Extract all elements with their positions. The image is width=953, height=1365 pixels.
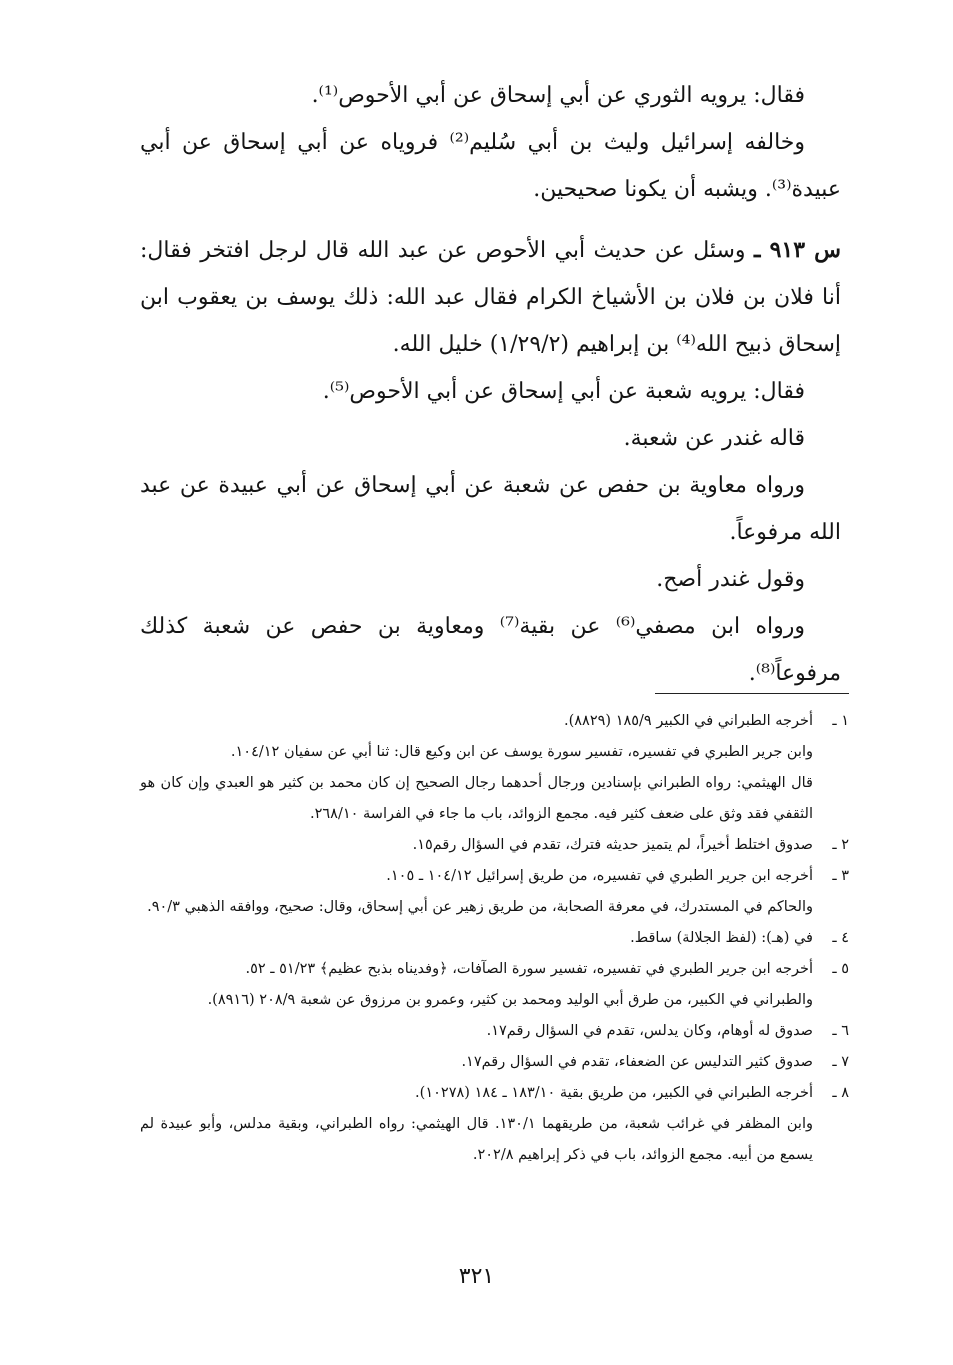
question-text: وسئل عن حديث أبي الأحوص عن عبد الله قال لرجل افتخر فقال: أنا فلان بن فلان بن الأشياخ الكرام فقال عبد الله: ذلك يوسف بن يعقوب ابن إسحاق ذبيح الله⁽⁴⁾ بن إبراهيم (١/٢٩/٢) خليل الله.: [140, 238, 841, 357]
paragraph-1: فقال: يرويه الثوري عن أبي إسحاق عن أبي الأحوص⁽¹⁾.: [311, 83, 805, 108]
main-text: [140, 72, 841, 697]
footnote-number: ٨ ـ: [832, 1085, 849, 1101]
footnote-3: [140, 861, 849, 923]
question-number: س ٩١٣ ـ: [754, 237, 842, 263]
footnote-text: صدوق كثير التدليس عن الضعفاء، تقدم في السؤال رقم١٧.: [461, 1054, 813, 1070]
footnote-7: [140, 1047, 849, 1078]
footnote-number: ٧ ـ: [832, 1054, 849, 1070]
page-number: ٣٢١: [458, 1264, 495, 1289]
footnote-text: أخرجه ابن جرير الطبري في تفسيره، من طريق إسرائيل ١٠٤/١٢ ـ ١٠٥.: [386, 868, 813, 884]
footnote-number: ٣ ـ: [832, 868, 849, 884]
footnote-6: [140, 1016, 849, 1047]
footnote-4: [140, 923, 849, 954]
footnote-text: وابن المظفر في غرائب شعبة، من طريقهما ١٣٠/١. قال الهيثمي: رواه الطبراني، وبقية مدلس، وأبو عبيدة لم يسمع من أبيه. مجمع الزوائد، باب في ذكر إبراهيم ٢٠٢/٨.: [140, 1116, 813, 1163]
footnote-text: في (هـ): (لفظ الجلالة) ساقط.: [630, 930, 813, 946]
paragraph-8: ورواه ابن مصفي⁽⁶⁾ عن بقية⁽⁷⁾ ومعاوية بن حفص عن شعبة كذلك مرفوعاً⁽⁸⁾.: [140, 614, 841, 686]
footnote-2: [140, 830, 849, 861]
footnote-text: والطبراني في الكبير، من طرق أبي الوليد ومحمد بن كثير، وعمرو بن مرزوق عن شعبة ٢٠٨/٩ (٨٩١٦).: [207, 992, 813, 1008]
footnote-text: وابن جرير الطبري في تفسيره، تفسير سورة يوسف عن ابن وكيع قال: ثنا أبي عن سفيان ١٠٤/١٢.: [230, 744, 813, 760]
footnote-8: [140, 1078, 849, 1171]
footnote-text: والحاكم في المستدرك، في معرفة الصحابة، من طريق زهير عن أبي إسحاق، وقال: صحيح، ووافقه الذهبي ٩٠/٣.: [147, 899, 813, 915]
footnotes: [140, 706, 849, 1171]
footnote-number: ٥ ـ: [832, 961, 849, 977]
footnote-number: ٦ ـ: [832, 1023, 849, 1039]
footnote-1: [140, 706, 849, 830]
footnote-separator: [655, 693, 849, 694]
footnote-text: أخرجه الطبراني في الكبير ١٨٥/٩ (٨٨٢٩).: [563, 713, 813, 729]
footnote-text: صدوق اختلط أخيراً، لم يتميز حديثه فترك، تقدم في السؤال رقم١٥.: [412, 837, 813, 853]
paragraph-7: وقول غندر أصح.: [656, 567, 805, 592]
footnote-number: ١ ـ: [832, 713, 849, 729]
footnote-number: ٢ ـ: [832, 837, 849, 853]
footnote-text: صدوق له أوهام، وكان يدلس، تقدم في السؤال رقم١٧.: [486, 1023, 813, 1039]
paragraph-5: قاله غندر عن شعبة.: [623, 426, 805, 451]
paragraph-2: وخالفه إسرائيل وليث بن أبي سُليم⁽²⁾ فروياه عن أبي إسحاق عن أبي عبيدة⁽³⁾. ويشبه أن يكونا صحيحين.: [140, 130, 841, 202]
footnote-text: أخرجه الطبراني في الكبير، من طريق بقية ١٨٣/١٠ ـ ١٨٤ (١٠٢٧٨).: [415, 1085, 813, 1101]
question-913-paragraph: [140, 227, 841, 368]
footnote-text: قال الهيثمي: رواه الطبراني بإسنادين ورجال أحدهما رجال الصحيح إن كان محمد بن كثير هو العبدي وإن كان هو الثقفي فقد وثق على ضعف كثير فيه. مجمع الزوائد، باب ما جاء في الفراسة ٢٦٨/١٠.: [140, 775, 813, 822]
paragraph-6: ورواه معاوية بن حفص عن شعبة عن أبي إسحاق عن أبي عبيدة عن عبد الله مرفوعاً.: [140, 473, 841, 545]
footnote-text: أخرجه ابن جرير الطبري في تفسيره، تفسير سورة الصآفات، ﴿وفديناه بذبح عظيم﴾ ٥١/٢٣ ـ ٥٢.: [245, 961, 813, 977]
paragraph-4: فقال: يرويه شعبة عن أبي إسحاق عن أبي الأحوص⁽⁵⁾.: [322, 379, 805, 404]
footnote-number: ٤ ـ: [832, 930, 849, 946]
footnote-5: [140, 954, 849, 1016]
